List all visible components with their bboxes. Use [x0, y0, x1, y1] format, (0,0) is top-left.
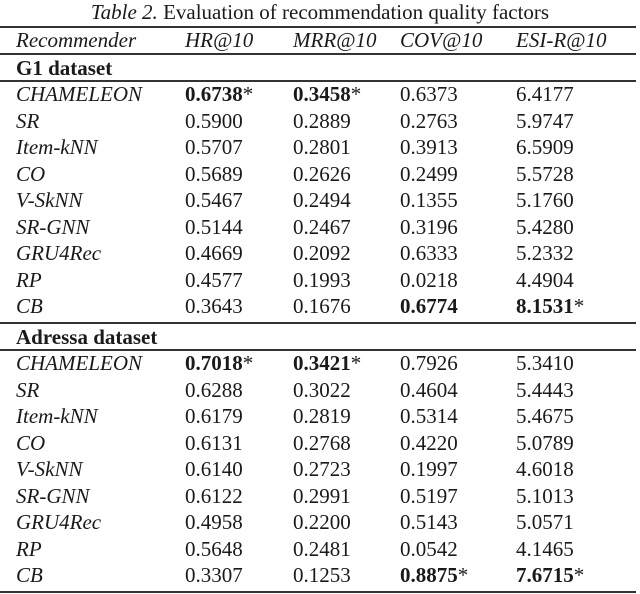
recommender-name: CO [16, 430, 46, 455]
metric-cell [400, 267, 458, 294]
metric-cell [185, 240, 243, 267]
metric-cell [185, 509, 243, 536]
metric-cell [185, 536, 243, 563]
recommender-name: SR-GNN [16, 214, 90, 239]
metric-value: 5.2332 [516, 241, 574, 265]
metric-value: 0.1997 [400, 457, 458, 481]
metric-cell [293, 134, 351, 161]
metric-value: 0.2467 [293, 214, 351, 239]
metric-cell [185, 483, 243, 510]
metric-value: 0.2819 [293, 404, 351, 428]
metric-value: 0.3196 [400, 214, 458, 239]
significance-star: * [457, 563, 469, 587]
metric-value: 0.5689 [185, 161, 243, 186]
metric-cell [293, 509, 351, 536]
metric-cell [516, 214, 574, 241]
metric-cell [185, 134, 243, 161]
metric-cell [516, 240, 574, 267]
metric-value: 5.3410 [516, 351, 574, 375]
metric-cell [293, 536, 351, 563]
metric-value: 0.6373 [400, 82, 458, 106]
metric-cell [516, 377, 574, 404]
table-row [0, 108, 640, 135]
metric-cell [293, 267, 351, 294]
group-title: Adressa dataset [16, 325, 158, 349]
metric-cell [516, 536, 574, 563]
metric-value: 0.2499 [400, 161, 458, 186]
metric-cell [185, 377, 243, 404]
metric-cell [516, 293, 584, 320]
metric-value: 0.3458 [293, 82, 351, 106]
metric-value: 5.9747 [516, 108, 574, 133]
metric-cell [185, 562, 243, 589]
recommender-name: RP [16, 267, 42, 292]
metric-cell [293, 483, 351, 510]
metric-value: 0.5197 [400, 483, 458, 508]
metric-cell [293, 187, 351, 214]
metric-value: 5.5728 [516, 161, 574, 186]
metric-value: 0.2801 [293, 135, 351, 159]
metric-value: 0.6122 [185, 483, 243, 508]
metric-value: 0.4220 [400, 430, 458, 455]
metric-value: 0.5144 [185, 214, 243, 239]
metric-value: 0.2723 [293, 457, 351, 481]
table-row [0, 267, 640, 294]
metric-value: 7.6715 [516, 563, 574, 587]
metric-cell [293, 293, 351, 320]
recommender-name: RP [16, 536, 42, 561]
metric-value: 0.1993 [293, 267, 351, 292]
metric-value: 0.4958 [185, 510, 243, 534]
metric-cell [185, 456, 243, 483]
significance-star: * [242, 351, 254, 375]
metric-value: 5.4443 [516, 377, 574, 402]
metric-value: 5.4280 [516, 214, 574, 239]
significance-star: * [242, 82, 254, 106]
metric-value: 5.4675 [516, 404, 574, 428]
metric-value: 0.6774 [400, 294, 458, 318]
metric-value: 0.5314 [400, 404, 458, 428]
metric-cell [516, 562, 584, 589]
recommender-name: V-SkNN [16, 457, 83, 481]
metric-cell [400, 214, 458, 241]
metric-value: 6.5909 [516, 135, 574, 159]
metric-value: 0.5648 [185, 536, 243, 561]
recommender-name: SR [16, 108, 40, 133]
metric-cell [293, 350, 361, 377]
metric-value: 0.6333 [400, 241, 458, 265]
metric-value: 0.4604 [400, 377, 458, 402]
metric-value: 0.2991 [293, 483, 351, 508]
table-row [0, 81, 640, 108]
metric-value: 0.0542 [400, 536, 458, 561]
metric-value: 0.5900 [185, 108, 243, 133]
metric-cell [400, 536, 458, 563]
metric-cell [185, 187, 243, 214]
metric-value: 6.4177 [516, 82, 574, 106]
metric-value: 0.4577 [185, 267, 243, 292]
metric-value: 0.2889 [293, 108, 351, 133]
metric-cell [400, 240, 458, 267]
metric-cell [185, 403, 243, 430]
table-row [0, 403, 640, 430]
metric-value: 5.1760 [516, 188, 574, 212]
metric-cell [185, 293, 243, 320]
metric-value: 8.1531 [516, 294, 574, 318]
recommender-name: Item-kNN [16, 135, 98, 159]
metric-cell [293, 240, 351, 267]
table-row [0, 562, 640, 589]
metric-value: 0.2481 [293, 536, 351, 561]
table-row [0, 187, 640, 214]
table-row [0, 377, 640, 404]
significance-star: * [350, 82, 362, 106]
metric-cell [400, 293, 458, 320]
recommender-name: CB [16, 563, 43, 587]
metric-value: 0.2768 [293, 430, 351, 455]
significance-star: * [350, 351, 362, 375]
header-mrr: MRR@10 [293, 28, 377, 52]
metric-cell [400, 81, 458, 108]
metric-cell [400, 403, 458, 430]
metric-cell [293, 456, 351, 483]
metric-value: 0.2092 [293, 241, 351, 265]
metric-value: 0.6131 [185, 430, 243, 455]
metric-cell [400, 483, 458, 510]
metric-cell [400, 509, 458, 536]
recommender-name: V-SkNN [16, 188, 83, 212]
metric-value: 4.1465 [516, 536, 574, 561]
recommender-name: SR-GNN [16, 483, 90, 508]
recommender-name: GRU4Rec [16, 241, 102, 265]
table-row [0, 430, 640, 457]
metric-cell [400, 187, 458, 214]
table-row [0, 456, 640, 483]
metric-cell [185, 430, 243, 457]
table-row [0, 240, 640, 267]
metric-cell [400, 108, 458, 135]
metric-value: 0.3643 [185, 294, 243, 318]
metric-cell [516, 187, 574, 214]
metric-cell [400, 134, 458, 161]
table-row [0, 483, 640, 510]
metric-cell [516, 456, 574, 483]
significance-star: * [573, 294, 585, 318]
metric-cell [293, 562, 351, 589]
metric-cell [400, 377, 458, 404]
metric-cell [185, 81, 253, 108]
metric-value: 0.6288 [185, 377, 243, 402]
metric-cell [185, 214, 243, 241]
metric-cell [516, 134, 574, 161]
metric-value: 0.3307 [185, 563, 243, 587]
metric-cell [516, 267, 574, 294]
metric-value: 0.3022 [293, 377, 351, 402]
recommender-name: CO [16, 161, 46, 186]
header-row [0, 27, 640, 54]
metric-value: 0.6140 [185, 457, 243, 481]
table-row [0, 350, 640, 377]
metric-cell [516, 350, 574, 377]
metric-value: 0.4669 [185, 241, 243, 265]
metric-cell [400, 350, 458, 377]
metric-cell [516, 430, 574, 457]
metric-cell [400, 161, 458, 188]
metric-cell [293, 430, 351, 457]
caption-text: Evaluation of recommendation quality factors [157, 0, 550, 24]
table-caption [0, 0, 640, 25]
recommender-name: CHAMELEON [16, 82, 142, 106]
metric-cell [293, 403, 351, 430]
metric-value: 0.2200 [293, 510, 351, 534]
recommender-name: CHAMELEON [16, 351, 142, 375]
metric-cell [185, 108, 243, 135]
metric-value: 0.6179 [185, 404, 243, 428]
metric-cell [185, 161, 243, 188]
table-row [0, 536, 640, 563]
metric-cell [293, 377, 351, 404]
recommender-name: SR [16, 377, 40, 402]
metric-value: 0.0218 [400, 267, 458, 292]
metric-cell [293, 214, 351, 241]
metric-value: 5.0789 [516, 430, 574, 455]
table-row [0, 214, 640, 241]
recommender-name: GRU4Rec [16, 510, 102, 534]
table-row [0, 509, 640, 536]
metric-value: 0.2626 [293, 161, 351, 186]
metric-cell [293, 108, 351, 135]
metric-value: 0.3913 [400, 135, 458, 159]
metric-value: 0.5467 [185, 188, 243, 212]
metric-value: 0.1676 [293, 294, 351, 318]
metric-value: 0.5143 [400, 510, 458, 534]
header-cov: COV@10 [400, 28, 483, 52]
table-label: Table 2. [90, 0, 158, 24]
recommender-name: Item-kNN [16, 404, 98, 428]
metric-value: 0.1355 [400, 188, 458, 212]
metric-value: 5.0571 [516, 510, 574, 534]
metric-value: 4.6018 [516, 457, 574, 481]
metric-cell [516, 403, 574, 430]
metric-cell [516, 108, 574, 135]
metric-cell [185, 267, 243, 294]
metric-cell [400, 562, 468, 589]
metric-cell [185, 350, 253, 377]
metric-cell [516, 161, 574, 188]
recommender-name: CB [16, 294, 43, 318]
metric-cell [516, 509, 574, 536]
metric-value: 0.2763 [400, 108, 458, 133]
metric-cell [516, 483, 574, 510]
metric-cell [516, 81, 574, 108]
metric-value: 4.4904 [516, 267, 574, 292]
header-recommender: Recommender [16, 28, 137, 52]
header-hr: HR@10 [185, 28, 254, 52]
metric-cell [400, 456, 458, 483]
metric-value: 0.7926 [400, 351, 458, 375]
bottom-rule [0, 591, 636, 593]
metric-value: 0.3421 [293, 351, 351, 375]
group-title: G1 dataset [16, 56, 113, 80]
metric-value: 0.7018 [185, 351, 243, 375]
metric-cell [400, 430, 458, 457]
metric-value: 0.5707 [185, 135, 243, 159]
metric-value: 0.1253 [293, 563, 351, 587]
metric-value: 0.6738 [185, 82, 243, 106]
header-esi: ESI-R@10 [516, 28, 607, 52]
significance-star: * [573, 563, 585, 587]
metric-value: 0.8875 [400, 563, 458, 587]
metric-cell [293, 161, 351, 188]
table-row [0, 134, 640, 161]
table-row [0, 161, 640, 188]
metric-cell [293, 81, 361, 108]
metric-value: 5.1013 [516, 483, 574, 508]
table-row [0, 293, 640, 320]
metric-value: 0.2494 [293, 188, 351, 212]
